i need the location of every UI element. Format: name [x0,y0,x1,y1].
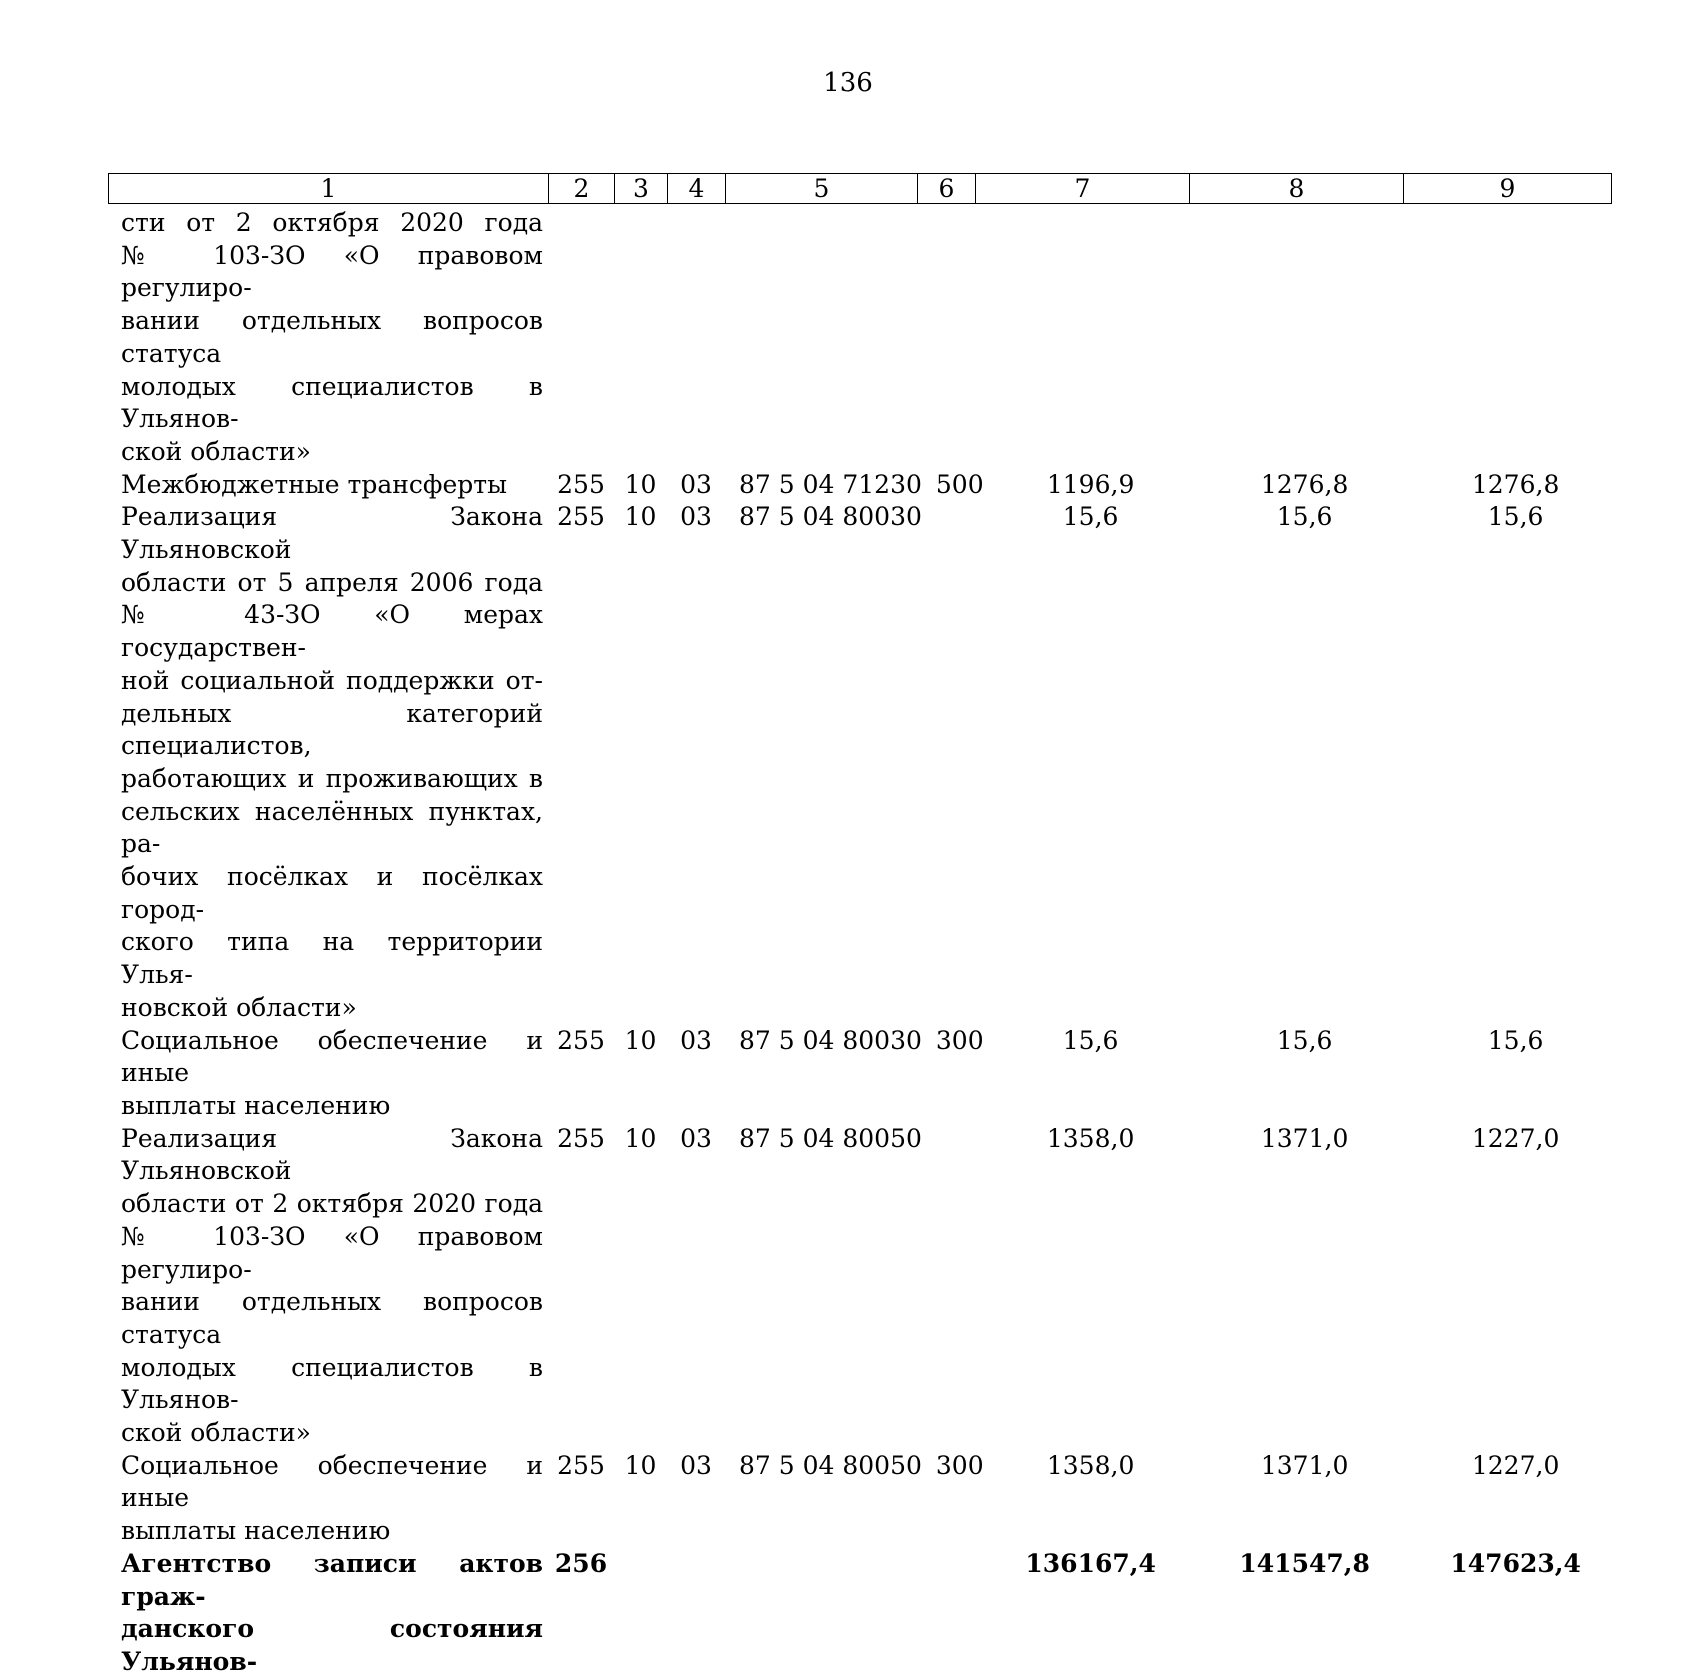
amount-year-2-cell [1198,207,1412,469]
header-col-2: 2 [549,174,615,204]
amount-year-1-cell: 15,6 [1062,502,1119,532]
amount-year-3-cell [1412,207,1620,469]
ministry-code-cell: 256 [554,1548,608,1578]
budget-table [108,207,1620,1679]
description-line: ной социальной поддержки от- [121,665,543,695]
header-col-4: 4 [668,174,726,204]
description-line: выплаты населению [121,1090,391,1120]
description-line: № 103-ЗО «О правовом регулиро- [121,1221,543,1284]
header-col-9: 9 [1404,174,1612,204]
amount-year-3-cell: 15,6 [1487,1025,1544,1055]
table-row [108,1548,1620,1679]
description-line: дельных категорий специалистов, [121,698,543,761]
description-line: области от 2 октября 2020 года [121,1189,543,1219]
target-article-cell: 87 5 04 80050 [739,1450,922,1480]
amount-year-2-cell: 1371,0 [1260,1450,1349,1480]
table-row [108,501,1620,1024]
amount-year-3-cell: 1227,0 [1471,1450,1560,1480]
row-description [108,1548,548,1679]
table-row [108,1025,1620,1123]
amount-year-1-cell: 1358,0 [1046,1123,1135,1153]
target-article-cell: 87 5 04 80050 [739,1123,922,1153]
subsection-code-cell [667,1548,725,1679]
row-description [108,1025,548,1123]
description-line: области от 5 апреля 2006 года [121,567,543,597]
subsection-code-cell: 03 [680,1025,712,1055]
header-col-1: 1 [109,174,549,204]
ministry-code-cell: 255 [557,502,605,532]
expense-type-cell [922,207,984,469]
expense-type-cell: 300 [935,1025,984,1055]
amount-year-2-cell: 141547,8 [1239,1548,1370,1578]
expense-type-cell [922,1548,984,1679]
description-line: сельских населённых пунктах, ра- [121,796,543,859]
expense-type-cell [922,501,984,1024]
row-description [108,1123,548,1450]
section-code-cell: 10 [624,502,657,532]
target-article-cell: 87 5 04 80030 [739,502,922,532]
ministry-code-cell: 255 [557,1025,605,1055]
description-line: Межбюджетные трансферты [121,469,508,499]
description-line: ской области» [121,1418,311,1448]
ministry-code-cell: 255 [557,469,605,499]
table-row [108,1123,1620,1450]
description-line: новской области» [121,992,357,1022]
column-number-header [108,173,1612,204]
description-line: молодых специалистов в Ульянов- [121,1352,543,1415]
description-line: ского типа на территории Улья- [121,927,543,990]
section-code-cell: 10 [624,1450,657,1480]
amount-year-1-cell: 1196,9 [1046,469,1135,499]
section-code-cell: 10 [624,1025,657,1055]
description-line: данского состояния Ульянов- [121,1614,543,1676]
row-description [108,469,548,502]
subsection-code-cell [667,207,725,469]
description-line: вании отдельных вопросов статуса [121,306,543,368]
table-row [108,1450,1620,1548]
description-line: выплаты населению [121,1516,391,1546]
subsection-code-cell: 03 [680,1450,712,1480]
header-col-8: 8 [1190,174,1404,204]
ministry-code-cell: 255 [557,1450,605,1480]
target-article-cell: 87 5 04 80030 [739,1025,922,1055]
amount-year-1-cell: 15,6 [1062,1025,1119,1055]
amount-year-2-cell: 15,6 [1276,1025,1333,1055]
header-col-6: 6 [918,174,976,204]
description-line: Агентство записи актов граж- [121,1548,543,1611]
amount-year-2-cell: 15,6 [1276,502,1333,532]
amount-year-2-cell: 1371,0 [1260,1123,1349,1153]
amount-year-1-cell [984,207,1198,469]
section-code-cell: 10 [624,469,657,499]
amount-year-2-cell: 1276,8 [1260,469,1349,499]
ministry-code-cell: 255 [557,1123,605,1153]
target-article-cell [725,207,922,469]
section-code-cell [614,1548,667,1679]
expense-type-cell [922,1123,984,1450]
description-line: № 103-ЗО «О правовом регулиро- [121,240,543,303]
description-line: Социальное обеспечение и иные [121,1025,543,1088]
row-description [108,1450,548,1548]
target-article-cell: 87 5 04 71230 [739,469,922,499]
amount-year-3-cell: 15,6 [1487,502,1544,532]
description-line: Реализация Закона Ульяновской [121,1123,543,1186]
table-row [108,469,1620,502]
description-line: вании отдельных вопросов статуса [121,1287,543,1349]
amount-year-3-cell: 1227,0 [1471,1123,1560,1153]
row-description [108,207,548,469]
subsection-code-cell: 03 [680,469,712,499]
description-line: сти от 2 октября 2020 года [121,208,543,237]
amount-year-3-cell: 1276,8 [1471,469,1560,499]
section-code-cell [614,207,667,469]
header-col-5: 5 [726,174,918,204]
page-number: 136 [823,68,873,98]
section-code-cell: 10 [624,1123,657,1153]
description-line: работающих и проживающих в [121,763,543,793]
description-line: молодых специалистов в Ульянов- [121,371,543,434]
header-col-3: 3 [615,174,668,204]
table-row [108,207,1620,469]
description-line: Социальное обеспечение и иные [121,1450,543,1513]
subsection-code-cell: 03 [680,1123,712,1153]
description-line: ской области» [121,436,311,466]
amount-year-1-cell: 1358,0 [1046,1450,1135,1480]
header-col-7: 7 [976,174,1190,204]
target-article-cell [725,1548,922,1679]
description-line: № 43-ЗО «О мерах государствен- [121,600,543,663]
subsection-code-cell: 03 [680,502,712,532]
expense-type-cell: 300 [935,1450,984,1480]
row-description [108,501,548,1024]
amount-year-3-cell: 147623,4 [1450,1548,1581,1578]
ministry-code-cell [548,207,614,469]
amount-year-1-cell: 136167,4 [1025,1548,1156,1578]
expense-type-cell: 500 [935,469,984,499]
description-line: бочих посёлках и посёлках город- [121,862,543,924]
description-line: Реализация Закона Ульяновской [121,502,543,565]
